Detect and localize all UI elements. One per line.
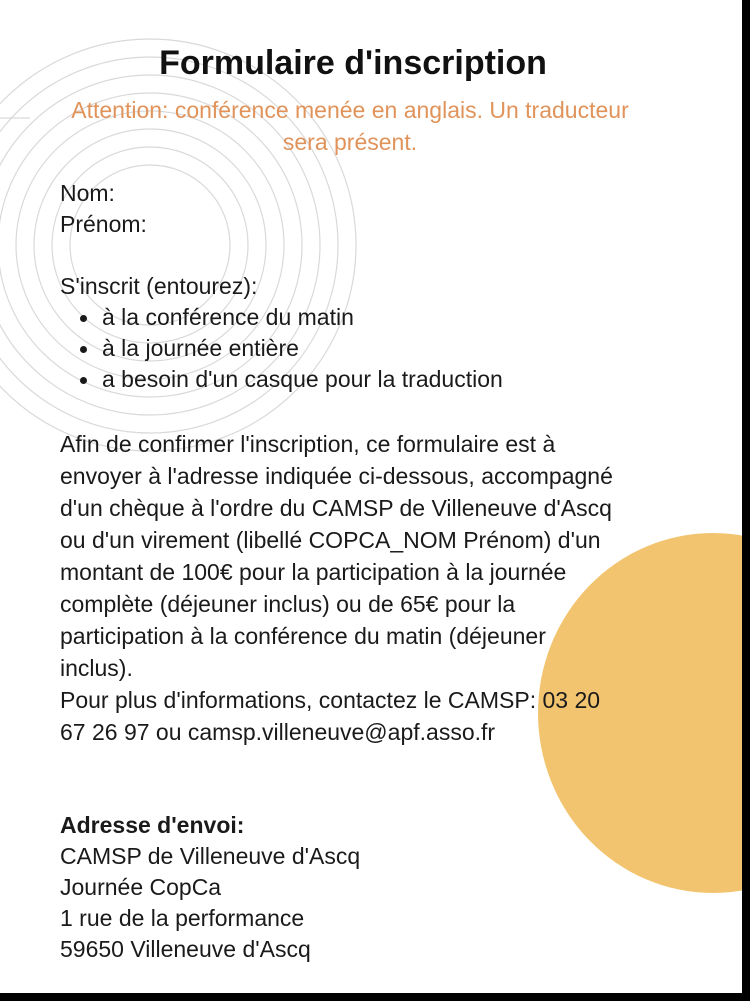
- address-line: 59650 Villeneuve d'Ascq: [60, 936, 311, 962]
- instructions-line: complète (déjeuner inclus) ou de 65€ pour la: [60, 591, 516, 617]
- registration-option-label: à la journée entière: [102, 335, 299, 361]
- instructions-line: Afin de confirmer l'inscription, ce formulaire est à: [60, 431, 556, 457]
- form-body: [60, 178, 720, 748]
- registration-option: [78, 364, 720, 395]
- address-line: CAMSP de Villeneuve d'Ascq: [60, 843, 361, 869]
- instructions-line: montant de 100€ pour la participation à la journée: [60, 559, 567, 585]
- bullet-icon: [80, 315, 87, 322]
- language-notice-line: Attention: conférence menée en anglais. Un traducteur: [71, 97, 629, 123]
- page-title: Formulaire d'inscription: [159, 44, 547, 82]
- bullet-icon: [80, 377, 87, 384]
- registration-option: [78, 333, 720, 364]
- instructions-line: ou d'un virement (libellé COPCA_NOM Prénom) d'un: [60, 527, 601, 553]
- instructions-line: inclus).: [60, 655, 133, 681]
- mailing-address: [60, 810, 560, 965]
- address-heading: Adresse d'envoi:: [60, 812, 245, 838]
- registration-heading: S'inscrit (entourez):: [60, 273, 258, 299]
- registration-option: [78, 302, 720, 333]
- prenom-field-label: Prénom:: [60, 211, 147, 237]
- contact-line: 67 26 97 ou camsp.villeneuve@apf.asso.fr: [60, 719, 496, 745]
- language-notice: [20, 94, 680, 158]
- instructions-line: d'un chèque à l'ordre du CAMSP de Villeneuve d'Ascq: [60, 495, 612, 521]
- nom-field-label: Nom:: [60, 180, 115, 206]
- instructions-paragraph: [60, 428, 720, 748]
- registration-options-list: [60, 302, 720, 395]
- address-line: Journée CopCa: [60, 874, 222, 900]
- address-line: 1 rue de la performance: [60, 905, 305, 931]
- bullet-icon: [80, 346, 87, 353]
- registration-option-label: a besoin d'un casque pour la traduction: [102, 366, 503, 392]
- registration-option-label: à la conférence du matin: [102, 304, 354, 330]
- instructions-line: envoyer à l'adresse indiquée ci-dessous, accompagné: [60, 463, 613, 489]
- instructions-line: participation à la conférence du matin (déjeuner: [60, 623, 546, 649]
- language-notice-line: sera présent.: [282, 129, 418, 155]
- contact-line: Pour plus d'informations, contactez le CAMSP: 03 20: [60, 687, 601, 713]
